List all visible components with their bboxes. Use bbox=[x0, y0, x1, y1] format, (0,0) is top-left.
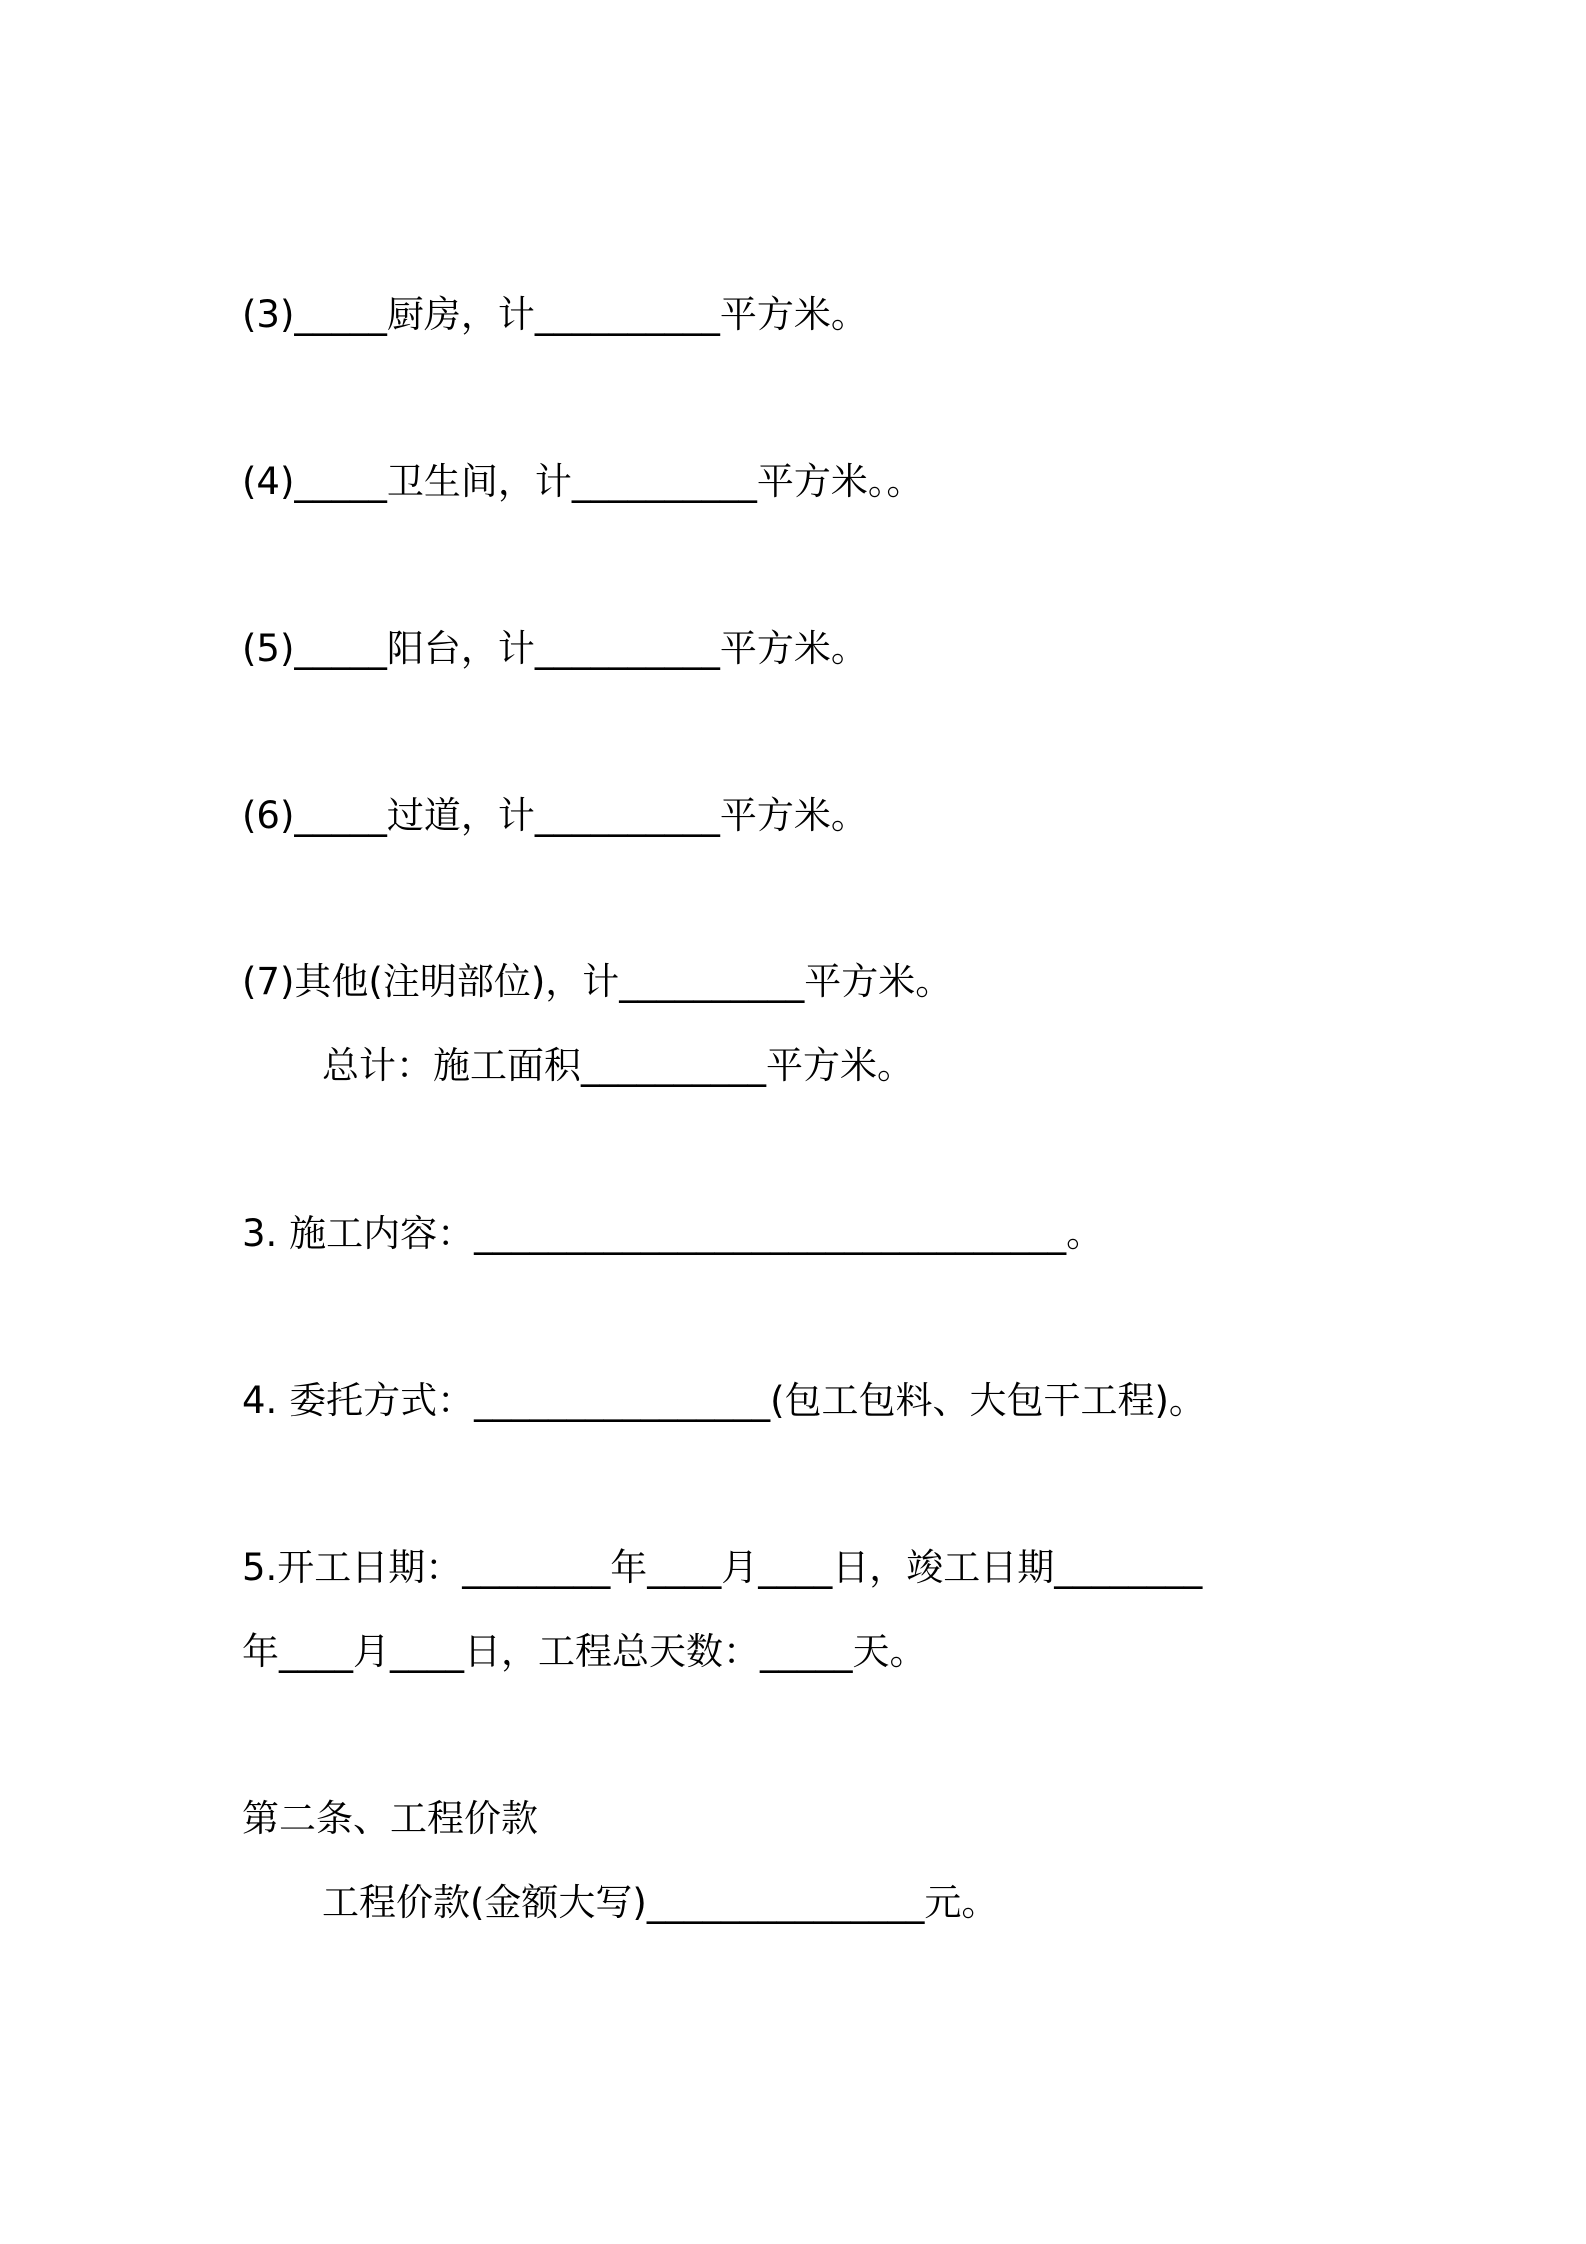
area-item-corridor: (6)_____过道，计__________平方米。 bbox=[242, 794, 868, 837]
area-item-balcony: (5)_____阳台，计__________平方米。 bbox=[242, 627, 868, 670]
area-item-kitchen: (3)_____厨房，计__________平方米。 bbox=[242, 293, 868, 336]
section-heading-price: 第二条、工程价款 bbox=[242, 1797, 538, 1840]
project-price: 工程价款(金额大写)_______________元。 bbox=[322, 1881, 999, 1924]
schedule-dates-line-1: 5.开工日期：________年____月____日，竣工日期________ bbox=[242, 1546, 1203, 1589]
area-item-other: (7)其他(注明部位)，计__________平方米。 bbox=[242, 960, 953, 1003]
area-total: 总计：施工面积__________平方米。 bbox=[322, 1044, 914, 1087]
commission-method: 4. 委托方式：________________(包工包料、大包干工程)。 bbox=[242, 1379, 1206, 1422]
schedule-dates-line-2: 年____月____日，工程总天数：_____天。 bbox=[242, 1630, 927, 1673]
construction-content: 3. 施工内容：________________________________。 bbox=[242, 1212, 1104, 1255]
area-item-bathroom: (4)_____卫生间，计__________平方米。。 bbox=[242, 460, 924, 503]
